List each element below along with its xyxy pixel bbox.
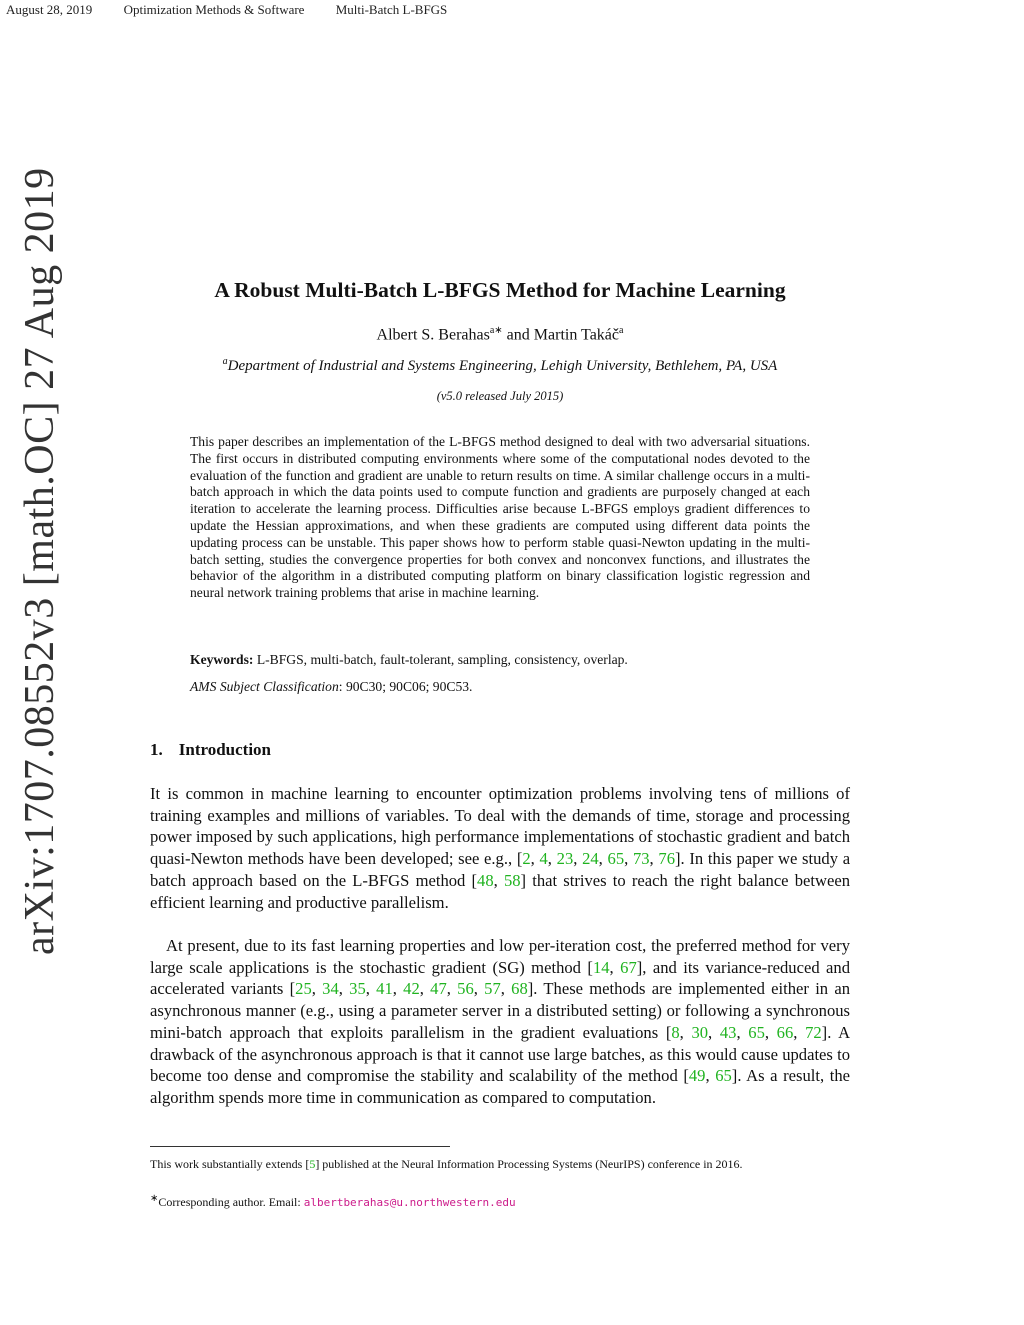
keywords-label: Keywords: (190, 652, 254, 667)
paper-title: A Robust Multi-Batch L-BFGS Method for Machine Learning (214, 278, 786, 302)
running-header (6, 2, 475, 18)
citation-link[interactable]: 34 (322, 979, 339, 999)
citation-link[interactable]: 76 (658, 849, 675, 869)
footnote (150, 1191, 850, 1210)
abstract: This paper describes an implementation of the L-BFGS method designed to deal with two adversarial situations. The first occurs in distributed computing environments where some of the computational nodes devoted to the evaluation of the function and gradient are unable to return results on time. A similar challenge occurs in a multi-batch approach in which the data points used to compute function and gradients are purposely changed at each iteration to accelerate the learning process. Difficulties arise because L-BFGS employs gradient differences to update the Hessian approximations, and when these gradients are computed using different data points the updating process can be unstable. This paper shows how to perform stable quasi-Newton updating in the multi-batch setting, studies the convergence properties for both convex and nonconvex functions, and illustrates the behavior of the algorithm in a distributed computing platform on binary classification logistic regression and neural network training problems that arise in machine learning. (190, 434, 810, 601)
arxiv-stamp: arXiv:1707.08552v3 [math.OC] 27 Aug 2019 (17, 167, 63, 955)
header-short-title: Multi-Batch L-BFGS (335, 2, 448, 17)
citation-link[interactable]: 24 (582, 849, 599, 869)
citation-link[interactable]: 35 (349, 979, 366, 999)
citation-link[interactable]: 73 (632, 849, 650, 869)
citation-link[interactable]: 23 (556, 849, 574, 869)
paragraph-text: ]. As a result, the algorithm spends more time in communication as compared to computation. (150, 1066, 850, 1107)
header-date: August 28, 2019 (6, 2, 93, 17)
affiliation-text: Department of Industrial and Systems Engineering, Lehigh University, Bethlehem, PA, USA (227, 358, 778, 374)
email-link[interactable]: albertberahas@u.northwestern.edu (303, 1196, 516, 1209)
paragraph-text: At present, due to its fast learning properties and low per-iteration cost, the preferred method for very large scale applications is the stochastic gradient (SG) method [ (150, 936, 850, 977)
citation-link[interactable]: 42 (403, 979, 420, 999)
section-number: 1. (150, 740, 163, 759)
footnote-divider (150, 1146, 450, 1147)
citation-link[interactable]: 65 (715, 1066, 732, 1086)
footnote-text: Corresponding author. Email: (158, 1195, 304, 1209)
ams-text: : 90C30; 90C06; 90C53. (338, 679, 473, 694)
footnote (150, 1157, 850, 1172)
body-paragraph: It is common in machine learning to encounter optimization problems involving tens of millions of training examples and millions of variables. To deal with the demands of time, storage and processing power imposed by such applications, high performance implementations of stochastic gradient and batch quasi-Newton methods have been developed; see e.g., [2, 4, 23, 24, 65, 73, 76]. In this paper we study a batch approach based on the L-BFGS method [48, 58] that strives to reach the right balance between efficient learning and productive parallelism. (150, 784, 851, 912)
section-heading (150, 740, 271, 760)
paragraph-text: ], and its variance-reduced and accelerated variants [ (150, 957, 851, 999)
header-journal: Optimization Methods & Software (123, 2, 305, 17)
paragraph-text: ]. A drawback of the asynchronous approach is that it cannot use large batches, as this would cause updates to become too dense and compromise the stability and scalability of the method [ (150, 1022, 851, 1086)
citation-link[interactable]: 14 (592, 957, 610, 977)
footnote-mark: ∗ (150, 1193, 159, 1204)
paragraph-text: ]. In this paper we study a batch approach based on the L-BFGS method [ (150, 849, 851, 890)
citation-link[interactable]: 66 (776, 1022, 794, 1042)
affiliation (0, 356, 1000, 375)
citation-link[interactable]: 72 (805, 1022, 822, 1042)
author-name: Albert S. Berahas (376, 326, 490, 344)
citation-link[interactable]: 67 (620, 957, 637, 977)
section-title: Introduction (178, 740, 272, 759)
version-note: (v5.0 released July 2015) (436, 389, 564, 403)
citation-link[interactable]: 48 (477, 870, 494, 890)
citation-link[interactable]: 41 (376, 979, 393, 999)
citation-link[interactable]: 57 (484, 979, 501, 999)
author-mark: a∗ (489, 325, 503, 336)
affiliation-mark: a (222, 356, 228, 367)
citation-link[interactable]: 65 (748, 1022, 765, 1042)
author-name: Martin Takáč (533, 326, 619, 344)
citation-link[interactable]: 30 (691, 1022, 709, 1042)
author-mark: a (619, 325, 624, 336)
citation-link[interactable]: 56 (457, 979, 474, 999)
citation-link[interactable]: 4 (539, 849, 548, 869)
citation-link[interactable]: 43 (719, 1022, 737, 1042)
citation-link[interactable]: 25 (295, 979, 312, 999)
body-paragraph: At present, due to its fast learning properties and low per-iteration cost, the preferred method for very large scale applications is the stochastic gradient (SG) method [14, 67], and its variance-reduced and accelerated variants [25, 34, 35, 41, 42, 47, 56, 57, 68]. These methods are implemented either in an asynchronous manner (e.g., using a parameter server in a distributed setting) or following a synchronous mini-batch approach that exploits parallelism in the gradient evaluations [8, 30, 43, 65, 66, 72]. A drawback of the asynchronous approach is that it cannot use large batches, as this would cause updates to become too dense and compromise the stability and scalability of the method [49, 65]. As a result, the algorithm spends more time in communication as compared to computation. (150, 936, 851, 1107)
citation-link[interactable]: 47 (430, 979, 447, 999)
author-list (0, 325, 1000, 344)
citation-link[interactable]: 49 (688, 1066, 706, 1086)
ams-label: AMS Subject Classification (190, 679, 339, 694)
footnote-text: This work substantially extends [ (150, 1157, 310, 1171)
citation-link[interactable]: 58 (503, 870, 521, 890)
keywords-text: L-BFGS, multi-batch, fault-tolerant, sampling, consistency, overlap. (256, 652, 628, 667)
citation-link[interactable]: 2 (522, 849, 531, 869)
footnote-text: ] published at the Neural Information Processing Systems (NeurIPS) conference in 2016. (315, 1157, 743, 1171)
citation-link[interactable]: 8 (671, 1022, 680, 1042)
citation-link[interactable]: 68 (511, 979, 528, 999)
author-connector: and (506, 326, 530, 344)
paragraph-text: It is common in machine learning to encounter optimization problems involving tens of millions of training examples and millions of variables. To deal with the demands of time, storage and processing power imposed by such applications, high performance implementations of stochastic gradient and batch quasi-Newton methods have been developed; see e.g., [ (150, 784, 850, 869)
keywords (190, 652, 830, 668)
paragraph-text: ]. These methods are implemented either in an asynchronous manner (e.g., using a parameter server in a distributed setting) or following a synchronous mini-batch approach that exploits parallelism in the gradient evaluations [ (150, 979, 851, 1042)
ams-classification (190, 679, 830, 695)
citation-link[interactable]: 5 (309, 1157, 316, 1171)
citation-link[interactable]: 65 (607, 849, 625, 869)
paragraph-text: ] that strives to reach the right balance between efficient learning and productive parallelism. (150, 870, 850, 912)
